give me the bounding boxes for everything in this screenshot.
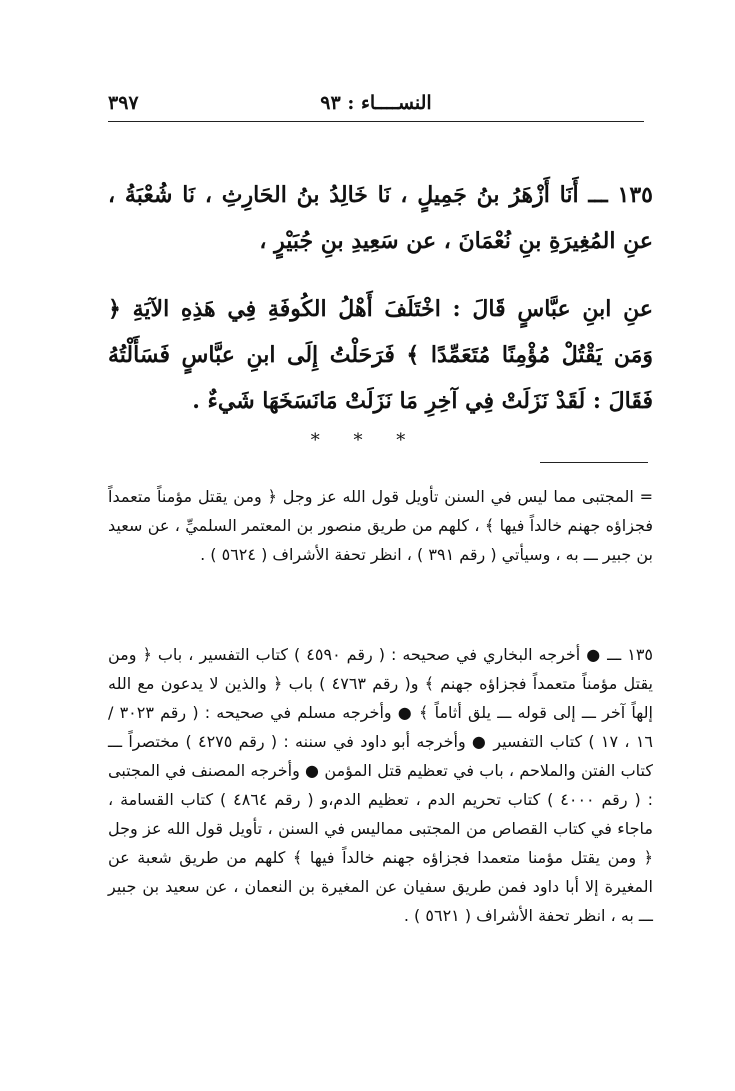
matn-text: عنِ ابنِ عبَّاسٍ قَالَ : اخْتَلَفَ أَهْلُ الكُوفَةِ فِي هَذِهِ الآيَةِ ﴿ وَمَن يَقْتُلْ مُؤْمِنًا مُتَعَمِّدًا ﴾ فَرَحَلْتُ إِلَى ابنِ عبَّاسٍ فَسَأَلْتُهُ فَقَالَ : لَقَدْ نَزَلَتْ فِي آخِرِ مَا نَزَلَتْ مَانَسَخَهَا شَيءٌ . (108, 296, 653, 414)
isnad-text: ١٣٥ ـــ أَنَا أَزْهَرُ بنُ جَمِيلٍ ، نَا خَالِدُ بنُ الحَارِثِ ، نَا شُعْبَةُ ، عنِ المُغِيرَةِ بنِ نُعْمَانَ ، عن سَعِيدِ بنِ جُبَيْرٍ ، (108, 182, 653, 254)
hadith-matn (108, 286, 653, 424)
section-separator: * * * (310, 430, 420, 451)
page-number: ٣٩٧ (108, 92, 139, 114)
footnote-continued (108, 482, 653, 569)
header-rule (108, 121, 644, 122)
chapter-verse-title: النســــاء : ٩٣ (320, 92, 432, 114)
footnote-takhrij (108, 640, 653, 930)
footnote-text-2: ١٣٥ ـــ ● أخرجه البخاري في صحيحه : ( رقم ٤٥٩٠ ) كتاب التفسير ، باب ﴿ ومن يقتل مؤمناً متعمداً فجزاؤه جهنم ﴾ و( رقم ٤٧٦٣ ) باب ﴿ والذين لا يدعون مع الله إلهاً آخر ـــ إلى قوله ـــ يلق أثاماً ﴾ ● وأخرجه مسلم في صحيحه : ( رقم ٣٠٢٣ / ١٦ ، ١٧ ) كتاب التفسير ● وأخرجه أبو داود في سننه : ( رقم ٤٢٧٥ ) مختصراً ـــ كتاب الفتن والملاحم ، باب في تعظيم قتل المؤمن ● وأخرجه المصنف في المجتبى : ( رقم ٤٠٠٠ ) كتاب تحريم الدم ، تعظيم الدم،و ( رقم ٤٨٦٤ ) كتاب القسامة ، ماجاء في كتاب القصاص من المجتبى مماليس في السنن ، تأويل قول الله عز وجل ﴿ ومن يقتل مؤمنا متعمدا فجزاؤه جهنم خالداً فيها ﴾ كلهم من طريق شعبة عن المغيرة إلا أبا داود فمن طريق سفيان عن المغيرة بن النعمان ، عن سعيد بن جبير ـــ به ، انظر تحفة الأشراف ( ٥٦٢١ ) . (108, 645, 654, 925)
footnote-text-1: = المجتبى مما ليس في السنن تأويل قول الله عز وجل ﴿ ومن يقتل مؤمناً متعمداً فجزاؤه جهنم خالداً فيها ﴾ ، كلهم من طريق منصور بن المعتمر السلميِّ ، عن سعيد بن جبير ـــ به ، وسيأتي ( رقم ٣٩١ ) ، انظر تحفة الأشراف ( ٥٦٢٤ ) . (108, 487, 653, 564)
hadith-isnad (108, 172, 653, 264)
running-header (108, 88, 644, 122)
footnote-rule (540, 462, 648, 463)
